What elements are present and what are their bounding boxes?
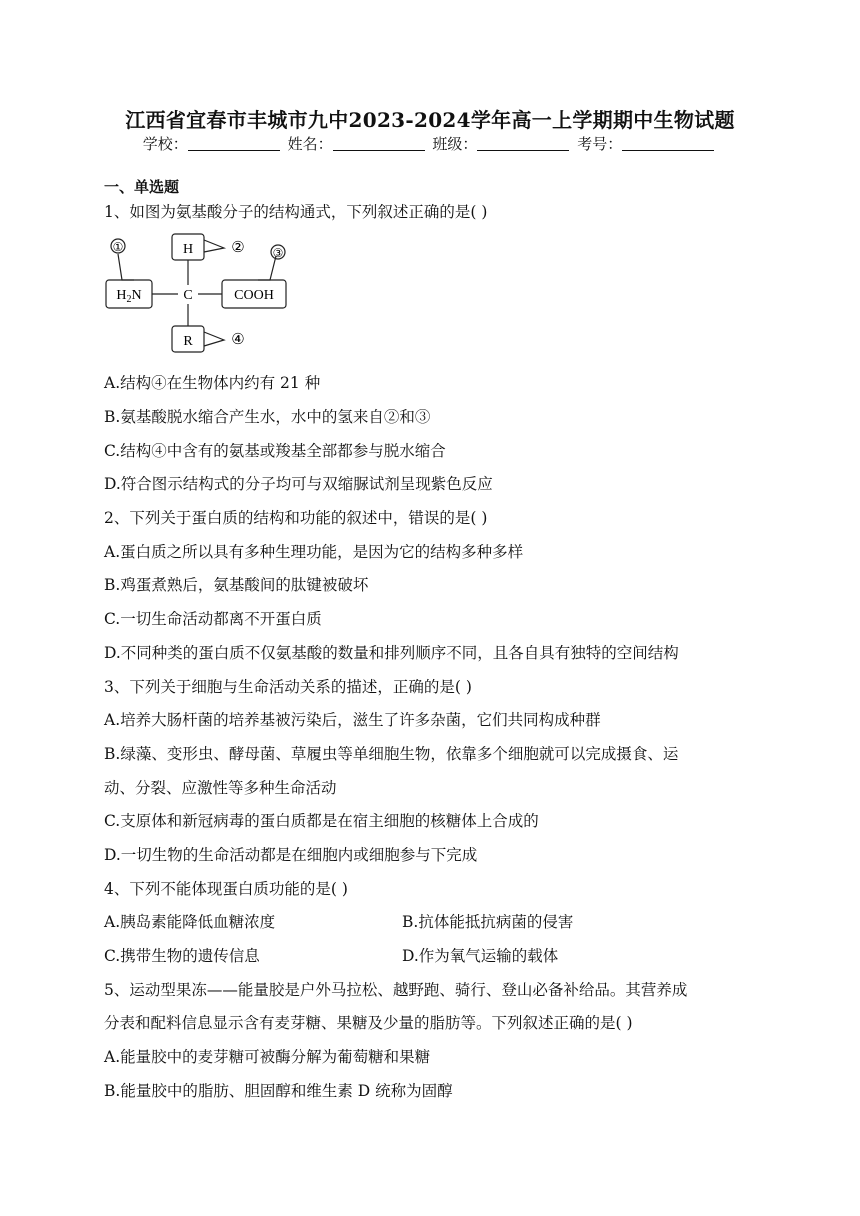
q1-option-b[interactable]: B.氨基酸脱水缩合产生水，水中的氢来自②和③ (104, 408, 431, 426)
q5-stem: 5、运动型果冻——能量胶是户外马拉松、越野跑、骑行、登山必备补给品。其营养成 (104, 981, 688, 999)
q4-stem: 4、下列不能体现蛋白质功能的是( ) (104, 880, 348, 898)
q2-stem: 2、下列关于蛋白质的结构和功能的叙述中，错误的是( ) (104, 509, 488, 527)
q3-option-d[interactable]: D.一切生物的生命活动都是在细胞内或细胞参与下完成 (104, 846, 478, 864)
q1-stem: 1、如图为氨基酸分子的结构通式，下列叙述正确的是( ) (104, 203, 488, 221)
q2-option-a[interactable]: A.蛋白质之所以具有多种生理功能，是因为它的结构多种多样 (104, 543, 524, 561)
q4-option-a[interactable]: A.胰岛素能降低血糖浓度 (104, 913, 276, 931)
number-label: 考号： (577, 135, 623, 153)
class-blank[interactable] (477, 136, 569, 151)
q3-option-b-cont: 动、分裂、应激性等多种生命活动 (104, 779, 337, 797)
q2-option-b[interactable]: B.鸡蛋煮熟后，氨基酸间的肽键被破坏 (104, 576, 369, 594)
q4-option-b[interactable]: B.抗体能抵抗病菌的侵害 (402, 913, 574, 931)
r-label: R (183, 334, 193, 349)
q1-option-d[interactable]: D.符合图示结构式的分子均可与双缩脲试剂呈现紫色反应 (104, 475, 493, 493)
q1-option-a[interactable]: A.结构④在生物体内约有 21 种 (104, 374, 321, 392)
number-blank[interactable] (622, 136, 714, 151)
q3-option-a[interactable]: A.培养大肠杆菌的培养基被污染后，滋生了许多杂菌，它们共同构成种群 (104, 711, 601, 729)
q4-option-d[interactable]: D.作为氧气运输的载体 (402, 947, 559, 965)
marker-3: ③ (272, 246, 284, 260)
marker-1: ① (112, 240, 124, 254)
cooh-label: COOH (234, 288, 274, 303)
q3-option-b[interactable]: B.绿藻、变形虫、酵母菌、草履虫等单细胞生物，依靠多个细胞就可以完成摄食、运 (104, 745, 679, 763)
school-label: 学校： (142, 135, 188, 153)
q2-option-c[interactable]: C.一切生命活动都离不开蛋白质 (104, 610, 322, 628)
class-label: 班级： (432, 135, 478, 153)
name-label: 姓名： (287, 135, 333, 153)
h2n-label: $H_2N$ (116, 288, 142, 305)
name-blank[interactable] (333, 136, 425, 151)
q3-stem: 3、下列关于细胞与生命活动关系的描述，正确的是( ) (104, 678, 472, 696)
school-blank[interactable] (188, 136, 280, 151)
q3-option-c[interactable]: C.支原体和新冠病毒的蛋白质都是在宿主细胞的核糖体上合成的 (104, 812, 539, 830)
marker-2: ② (231, 240, 245, 256)
page-title: 江西省宜春市丰城市九中2023-2024学年高一上学期期中生物试题 (125, 108, 735, 132)
marker-4: ④ (231, 332, 245, 348)
amino-acid-diagram (100, 228, 300, 358)
q5-option-a[interactable]: A.能量胶中的麦芽糖可被酶分解为葡萄糖和果糖 (104, 1048, 431, 1066)
q5-stem-cont: 分表和配料信息显示含有麦芽糖、果糖及少量的脂肪等。下列叙述正确的是( ) (104, 1014, 633, 1032)
q1-option-c[interactable]: C.结构④中含有的氨基或羧基全部都参与脱水缩合 (104, 442, 446, 460)
q5-option-b[interactable]: B.能量胶中的脂肪、胆固醇和维生素 D 统称为固醇 (104, 1082, 453, 1100)
h-label: H (182, 242, 194, 257)
q2-option-d[interactable]: D.不同种类的蛋白质不仅氨基酸的数量和排列顺序不同，且各自具有独特的空间结构 (104, 644, 679, 662)
section-heading: 一、单选题 (104, 178, 180, 196)
student-info-line (0, 133, 860, 154)
q4-option-c[interactable]: C.携带生物的遗传信息 (104, 947, 260, 965)
c-label: C (183, 288, 193, 303)
